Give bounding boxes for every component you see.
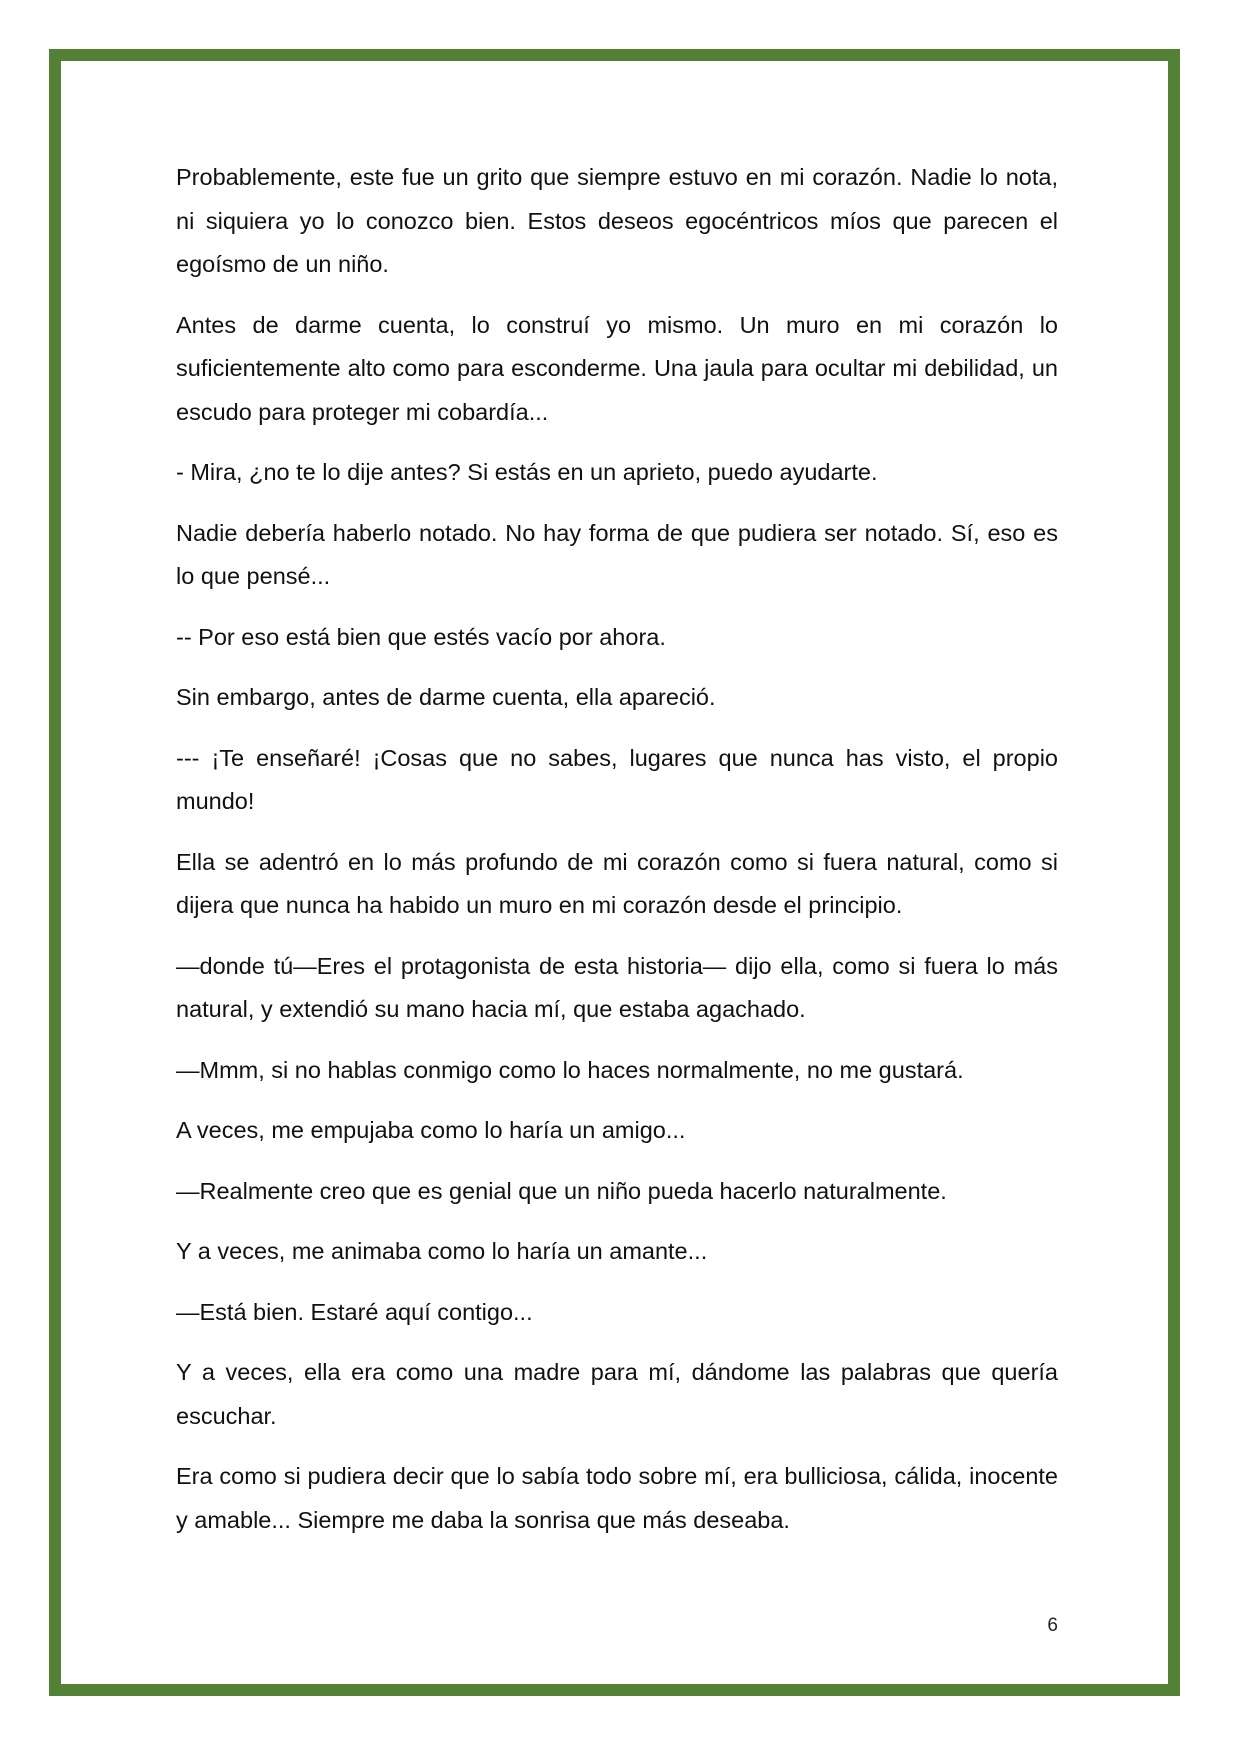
paragraph: Sin embargo, antes de darme cuenta, ella apareció.	[176, 684, 716, 710]
paragraph: A veces, me empujaba como lo haría un amigo...	[176, 1117, 686, 1143]
paragraph: Y a veces, ella era como una madre para mí, dándome las palabras que quería escuchar.	[176, 1359, 1058, 1429]
paragraph: -- Por eso está bien que estés vacío por ahora.	[176, 623, 666, 650]
paragraph: --- ¡Te enseñaré! ¡Cosas que no sabes, lugares que nunca has visto, el propio mundo!	[176, 744, 1058, 814]
paragraph: Ella se adentró en lo más profundo de mi corazón como si fuera natural, como si dijera que nunca ha habido un muro en mi corazón desde el principio.	[176, 848, 1058, 918]
paragraph: —donde tú—Eres el protagonista de esta historia— dijo ella, como si fuera lo más natural, y extendió su mano hacia mí, que estaba agachado.	[176, 952, 1058, 1022]
page-content	[176, 156, 1058, 1559]
paragraph: Probablemente, este fue un grito que siempre estuvo en mi corazón. Nadie lo nota, ni siquiera yo lo conozco bien. Estos deseos egocéntricos míos que parecen el egoísmo de un niño.	[176, 164, 1058, 277]
paragraph: —Mmm, si no hablas conmigo como lo haces normalmente, no me gustará.	[176, 1056, 964, 1083]
paragraph: —Realmente creo que es genial que un niño pueda hacerlo naturalmente.	[176, 1177, 947, 1204]
paragraph: —Está bien. Estaré aquí contigo...	[176, 1298, 533, 1325]
paragraph: - Mira, ¿no te lo dije antes? Si estás en un aprieto, puedo ayudarte.	[176, 459, 878, 485]
paragraph: Antes de darme cuenta, lo construí yo mismo. Un muro en mi corazón lo suficientemente alto como para esconderme. Una jaula para ocultar mi debilidad, un escudo para proteger mi cobardía...	[176, 311, 1058, 425]
paragraph: Y a veces, me animaba como lo haría un amante...	[176, 1238, 708, 1264]
page-number: 6	[1047, 1615, 1058, 1636]
paragraph: Nadie debería haberlo notado. No hay forma de que pudiera ser notado. Sí, eso es lo que pensé...	[176, 519, 1058, 589]
paragraph: Era como si pudiera decir que lo sabía todo sobre mí, era bulliciosa, cálida, inocente y amable... Siempre me daba la sonrisa que más deseaba.	[176, 1463, 1058, 1533]
